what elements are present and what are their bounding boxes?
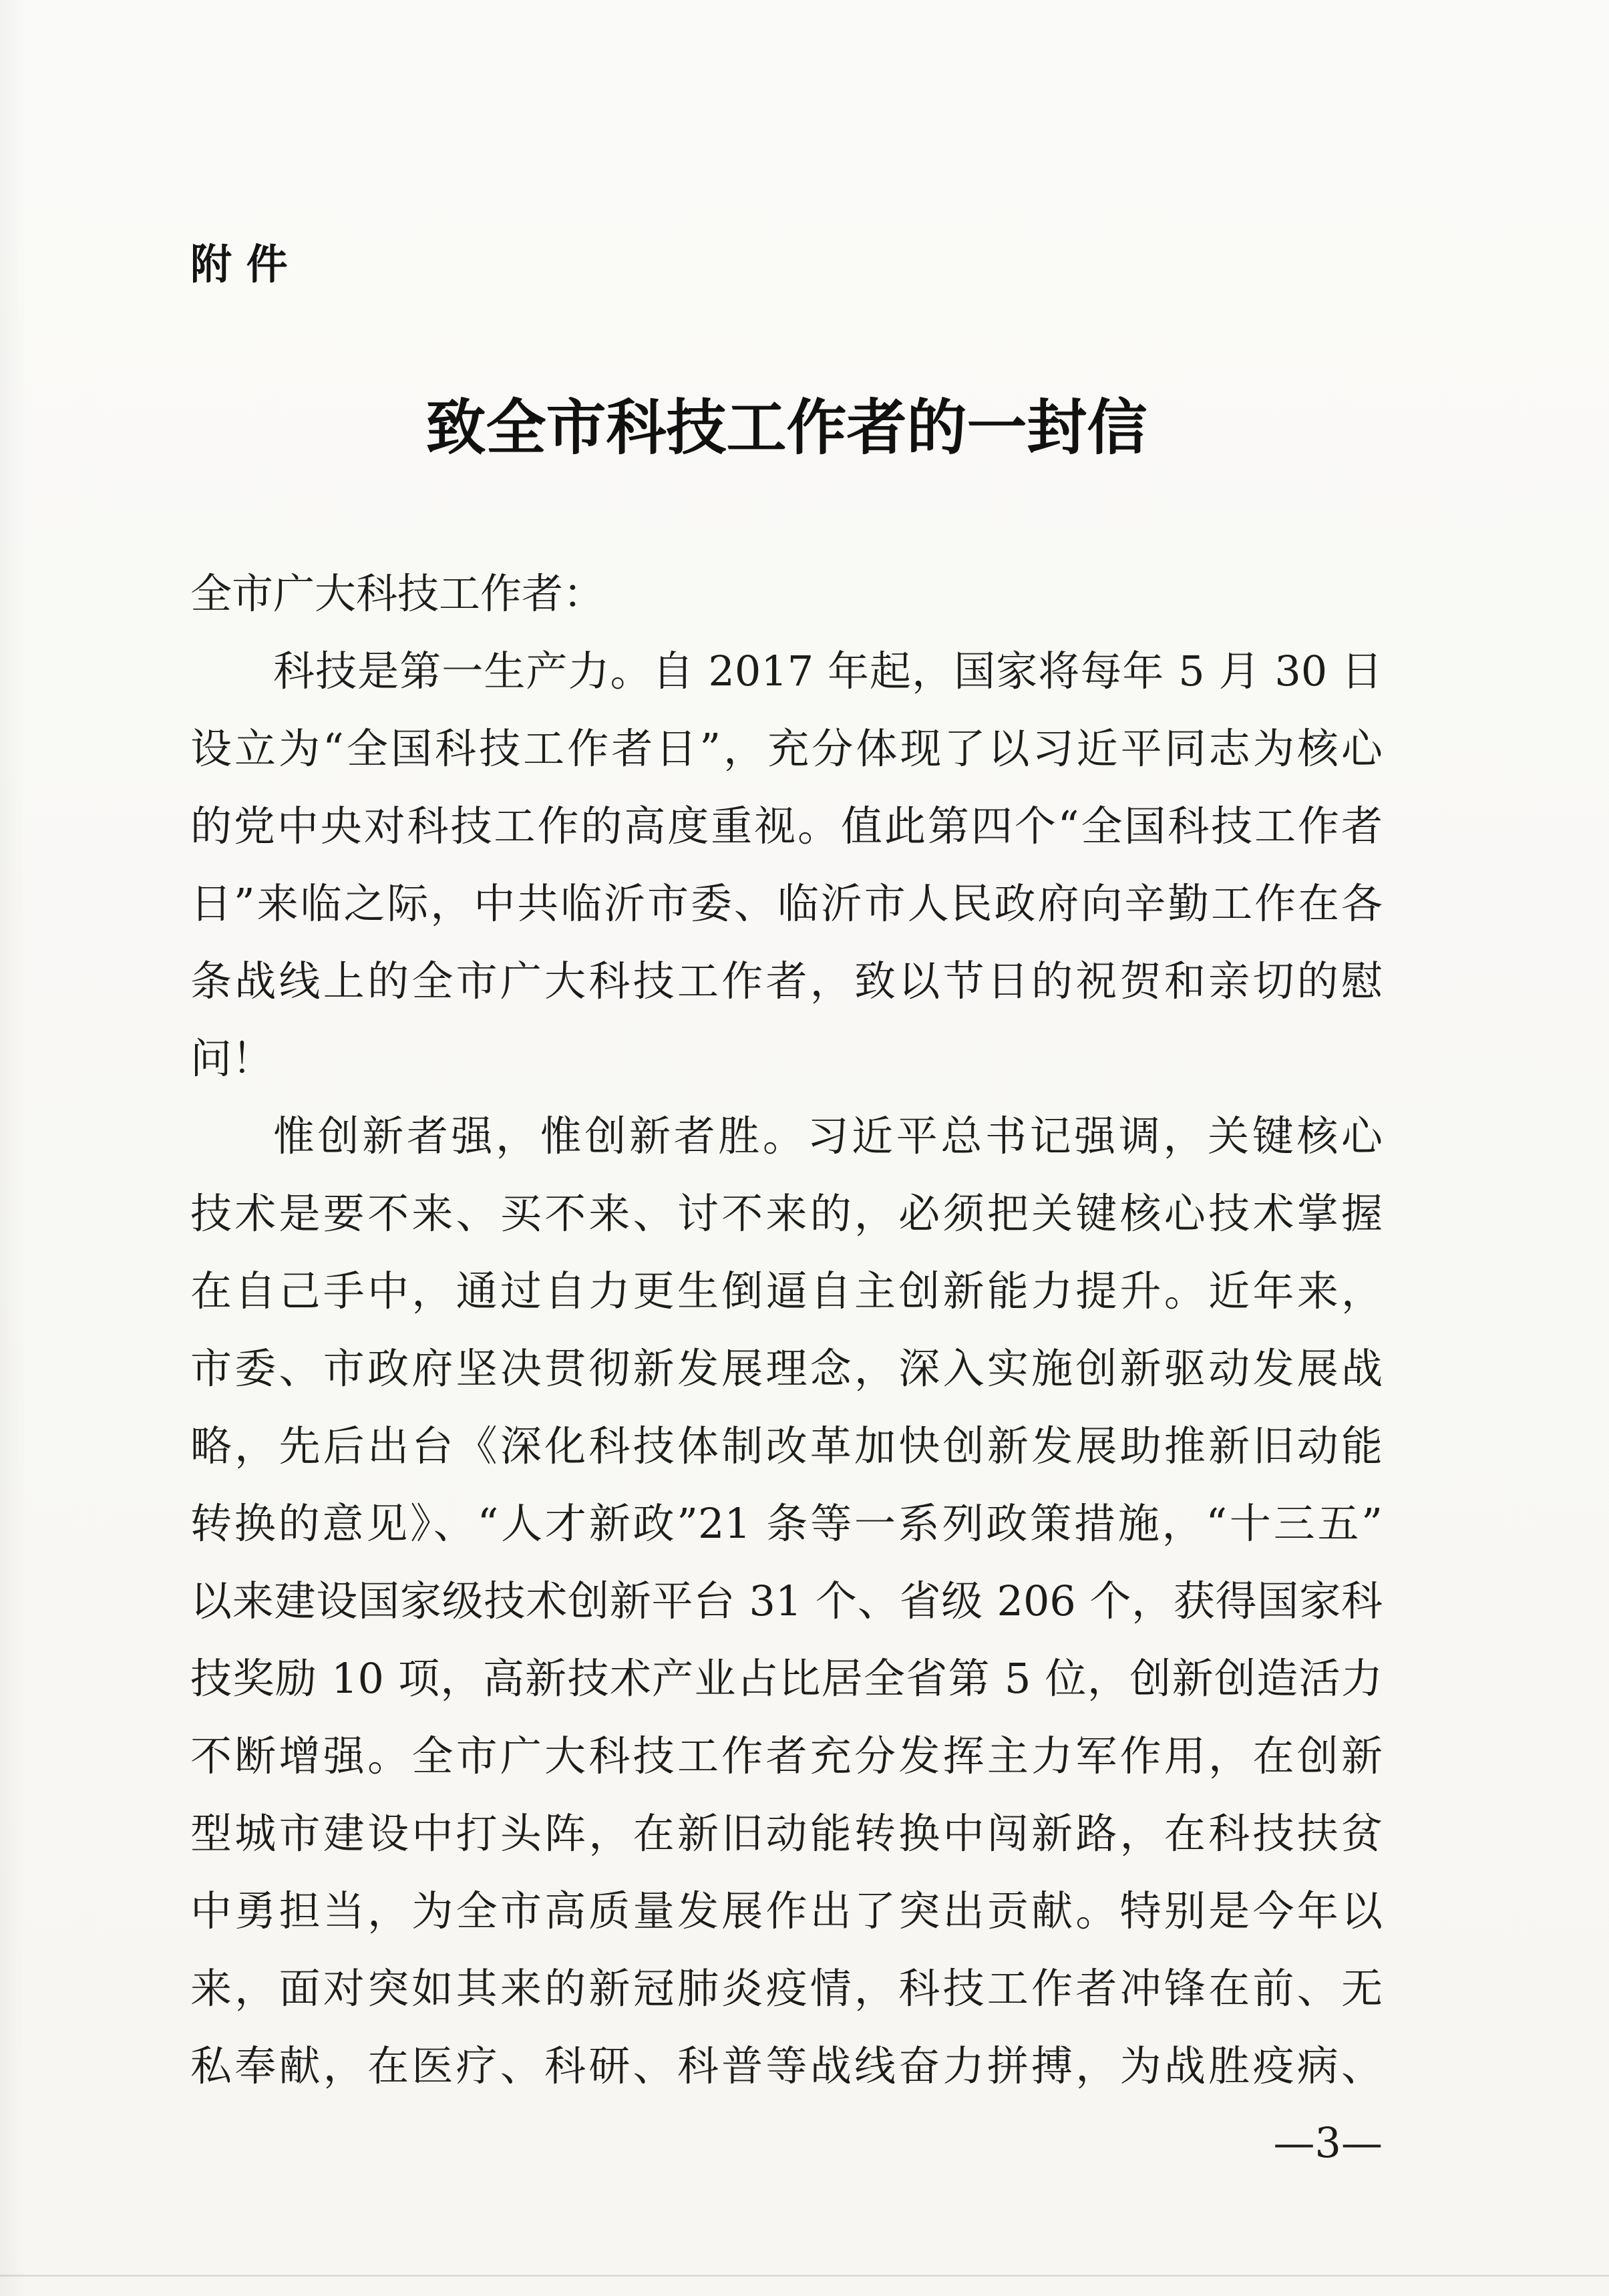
body-line: 在自己手中，通过自力更生倒逼自主创新能力提升。近年来， xyxy=(190,1267,1383,1315)
body-line: 条战线上的全市广大科技工作者，致以节日的祝贺和亲切的慰 xyxy=(190,957,1383,1005)
body-line: 技奖励 10 项，高新技术产业占比居全省第 5 位，创新创造活力 xyxy=(190,1654,1383,1703)
paragraph-2 xyxy=(190,1098,1383,2105)
body-line: 来，面对突如其来的新冠肺炎疫情，科技工作者冲锋在前、无 xyxy=(190,1964,1383,2013)
body-line: 中勇担当，为全市高质量发展作出了突出贡献。特别是今年以 xyxy=(190,1887,1383,1935)
body-line: 私奉献，在医疗、科研、科普等战线奋力拼搏，为战胜疫病、 xyxy=(190,2041,1383,2090)
body-line: 型城市建设中打头阵，在新旧动能转换中闯新路，在科技扶贫 xyxy=(190,1809,1383,1858)
body-line: 技术是要不来、买不来、讨不来的，必须把关键核心技术掌握 xyxy=(190,1189,1383,1238)
body-line: 惟创新者强，惟创新者胜。习近平总书记强调，关键核心 xyxy=(273,1112,1383,1160)
letter-body xyxy=(190,555,1383,2105)
body-line: 略，先后出台《深化科技体制改革加快创新发展助推新旧动能 xyxy=(190,1422,1383,1470)
body-line: 市委、市政府坚决贯彻新发展理念，深入实施创新驱动发展战 xyxy=(190,1344,1383,1393)
body-line: 不断增强。全市广大科技工作者充分发挥主力军作用，在创新 xyxy=(190,1732,1383,1780)
salutation: 全市广大科技工作者： xyxy=(190,569,605,618)
body-line: 转换的意见》、“人才新政”21 条等一系列政策措施，“十三五” xyxy=(190,1499,1383,1548)
page-number: —3— xyxy=(1273,2118,1383,2167)
body-line: 的党中央对科技工作的高度重视。值此第四个“全国科技工作者 xyxy=(190,802,1383,850)
body-line: 问！ xyxy=(190,1034,274,1083)
body-line: 设立为“全国科技工作者日”，充分体现了以习近平同志为核心 xyxy=(190,724,1383,773)
body-line: 日”来临之际，中共临沂市委、临沂市人民政府向辛勤工作在各 xyxy=(190,879,1383,928)
scan-edge-line xyxy=(0,2275,1609,2277)
body-line: 以来建设国家级技术创新平台 31 个、省级 206 个，获得国家科 xyxy=(190,1577,1383,1625)
body-line: 科技是第一生产力。自 2017 年起，国家将每年 5 月 30 日 xyxy=(273,647,1383,695)
paragraph-1 xyxy=(190,633,1383,1098)
attachment-label: 附 件 xyxy=(190,240,288,289)
letter-title: 致全市科技工作者的一封信 xyxy=(425,392,1147,463)
